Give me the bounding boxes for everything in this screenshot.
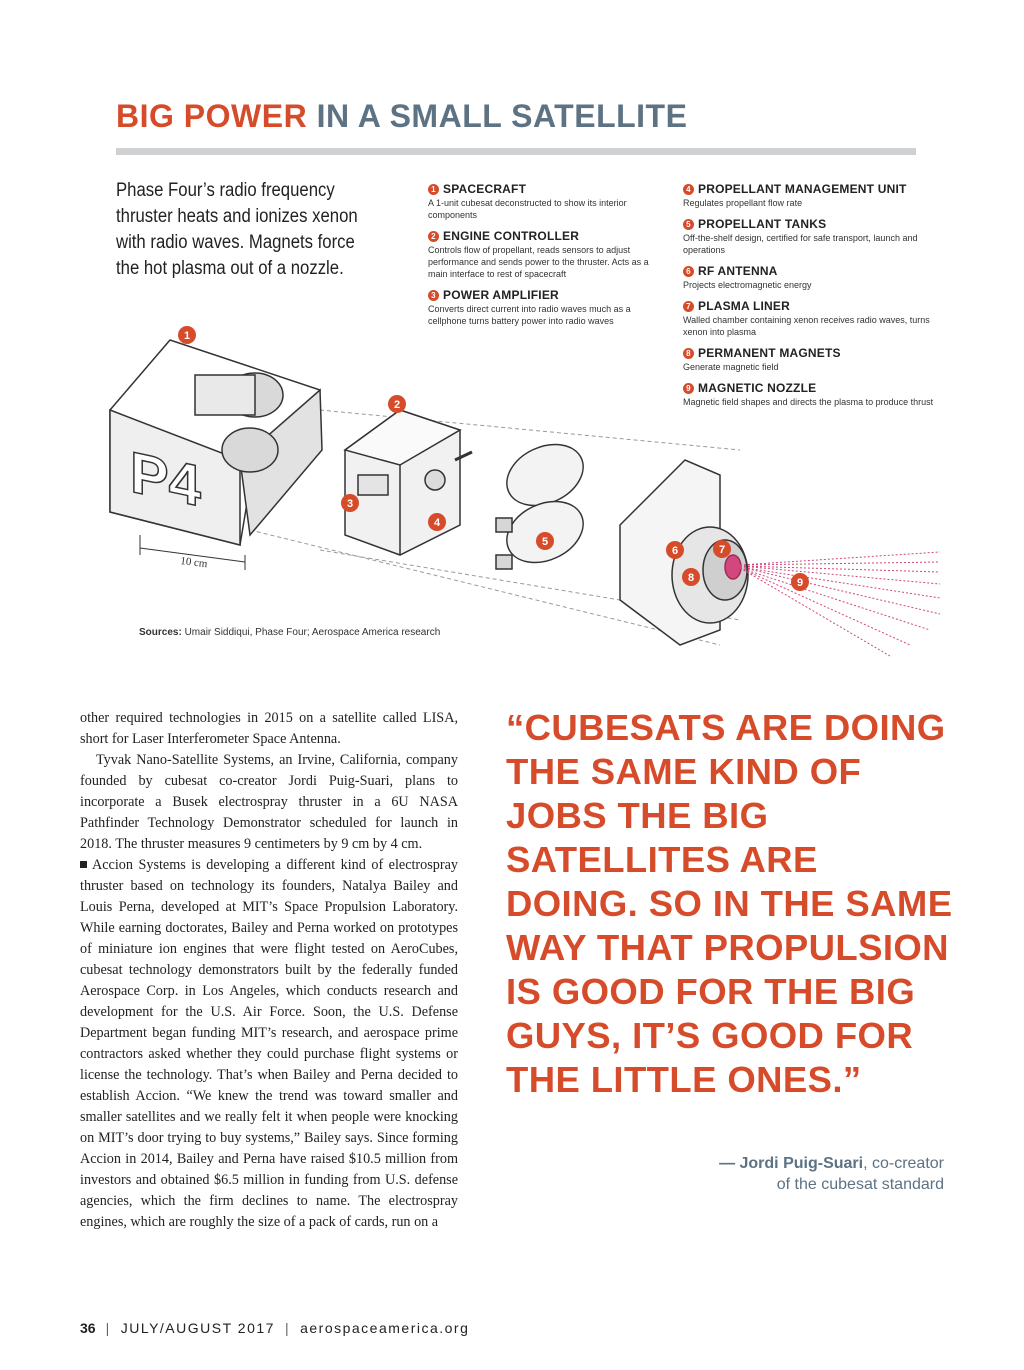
plasma-plume (740, 552, 940, 656)
page-footer (80, 1320, 469, 1336)
legend-item (683, 182, 943, 209)
body-paragraph-bullet (80, 855, 458, 1233)
engine-controller-block (345, 410, 472, 555)
legend-item (683, 264, 943, 291)
legend-desc: Generate magnetic field (683, 362, 779, 372)
legend-desc: Regulates propellant flow rate (683, 198, 803, 208)
marker-3-label: 3 (346, 498, 354, 510)
legend-number: 6 (683, 266, 694, 277)
legend-number: 8 (683, 348, 694, 359)
marker-6-label: 6 (671, 545, 679, 557)
marker-2-label: 2 (393, 399, 401, 411)
thruster-illustration (100, 300, 940, 660)
legend-number: 3 (428, 290, 439, 301)
legend-desc: Converts direct current into radio waves much as a cellphone turns battery power into radio waves (428, 304, 631, 326)
legend-number: 5 (683, 219, 694, 230)
body-paragraph: other required technologies in 2015 on a satellite called LISA, short for Laser Interferometer Space Antenna. (80, 710, 458, 747)
quote-attribution-role: , co-creator (863, 1155, 944, 1172)
footer-site: aerospaceamerica.org (300, 1320, 470, 1336)
quote-attribution-name: — Jordi Puig-Suari (719, 1155, 864, 1172)
legend-title: RF ANTENNA (698, 264, 778, 278)
legend-desc: Magnetic field shapes and directs the plasma to produce thrust (683, 397, 934, 407)
legend-title: PERMANENT MAGNETS (698, 346, 841, 360)
scale-label: 10 cm (179, 555, 209, 571)
marker-5-label: 5 (541, 536, 549, 548)
pull-quote: “CUBESATS ARE DOING THE SAME KIND OF JOBS THE BIG SATELLITES ARE DOING. SO IN THE SAME WAY THAT PROPULSION IS GOOD FOR THE BIG GUYS, IT’S GOOD FOR THE LITTLE ONES.” (506, 707, 953, 1100)
legend-title: PROPELLANT TANKS (698, 217, 827, 231)
legend-number: 2 (428, 231, 439, 242)
quote-attribution-role-line2: of the cubesat standard (776, 1176, 944, 1193)
legend-title: PROPELLANT MANAGEMENT UNIT (698, 182, 907, 196)
legend-title: POWER AMPLIFIER (443, 288, 559, 302)
bullet-square-icon (80, 861, 87, 868)
marker-1-label: 1 (183, 330, 191, 342)
headline-accent: BIG POWER (116, 98, 308, 134)
legend-desc: Controls flow of propellant, reads sensors to adjust performance and sends power to the thruster. Acts as a main interface to rest of spacecraft (428, 245, 649, 279)
page-number: 36 (80, 1320, 96, 1336)
headline-rest: IN A SMALL SATELLITE (307, 98, 688, 134)
headline-rule (116, 148, 916, 155)
legend-desc: Walled chamber containing xenon receives radio waves, turns xenon into plasma (683, 315, 930, 337)
legend-desc: A 1-unit cubesat deconstructed to show its interior components (428, 198, 627, 220)
legend-title: SPACECRAFT (443, 182, 527, 196)
marker-7-label: 7 (718, 544, 726, 556)
intro-text: Phase Four’s radio frequency thruster heats and ionizes xenon with radio waves. Magnets force the hot plasma out of a nozzle. (116, 180, 358, 279)
marker-4-label: 4 (433, 517, 441, 529)
cube-logo-text: P4 (130, 439, 201, 520)
headline (116, 98, 687, 135)
legend-desc: Projects electromagnetic energy (683, 280, 812, 290)
legend-title: PLASMA LINER (698, 299, 790, 313)
quote-attribution (719, 1153, 944, 1195)
body-paragraph: Tyvak Nano-Satellite Systems, an Irvine, California, company founded by cubesat co-creator Jordi Puig-Suari, plans to incorporate a Busek electrospray thruster in a 6U NASA Pathfinder Technology Demonstrator scheduled for launch in 2018. The thruster measures 9 centimeters by 9 cm by 4 cm. (80, 752, 458, 852)
legend-desc: Off-the-shelf design, certified for safe transport, launch and operations (683, 233, 918, 255)
marker-9-label: 9 (796, 577, 804, 589)
marker-8-label: 8 (687, 572, 695, 584)
legend-number: 1 (428, 184, 439, 195)
footer-issue: JULY/AUGUST 2017 (120, 1320, 275, 1336)
legend-number: 9 (683, 383, 694, 394)
footer-separator: | (284, 1320, 291, 1336)
legend-title: MAGNETIC NOZZLE (698, 381, 817, 395)
legend-item (428, 182, 658, 221)
legend-item (428, 229, 658, 280)
article-body (80, 708, 458, 1233)
footer-separator: | (105, 1320, 111, 1336)
body-paragraph-text: Accion Systems is developing a different kind of electrospray thruster based on technology its founders, Natalya Bailey and Louis Perna, developed at MIT’s Space Propulsion Laboratory. While earning doctorates, Bailey and Perna worked on prototypes of miniature ion engines that were flight tested on AeroCubes, cubesat technology demonstrators built by the federally funded Aerospace Corp. in Los Angeles, which conducts research and development for the U.S. Air Force. Soon, the U.S. Defense Department began funding MIT’s research, and aerospace prime contractors asked whether they could purchase flight systems or license the technology. That’s when Bailey and Perna decided to establish Accion. “We knew the trend was toward smaller and smaller satellites and we really felt it when people were knocking on MIT’s door trying to buy systems,” Bailey says. Since forming Accion in 2014, Bailey and Perna have raised $10.5 million from investors and obtained $6.5 million in funding from U.S. defense agencies, which the firm declines to name. The electrospray engines, which are roughly the size of a pack of cards, run on a (80, 857, 458, 1230)
legend-item (683, 217, 943, 256)
sources-label: Sources: (139, 627, 182, 638)
sources-text: Umair Siddiqui, Phase Four; Aerospace America research (181, 627, 441, 638)
propellant-tanks (496, 433, 593, 575)
sources-credit (139, 627, 440, 638)
legend-number: 4 (683, 184, 694, 195)
legend-number: 7 (683, 301, 694, 312)
legend-title: ENGINE CONTROLLER (443, 229, 580, 243)
